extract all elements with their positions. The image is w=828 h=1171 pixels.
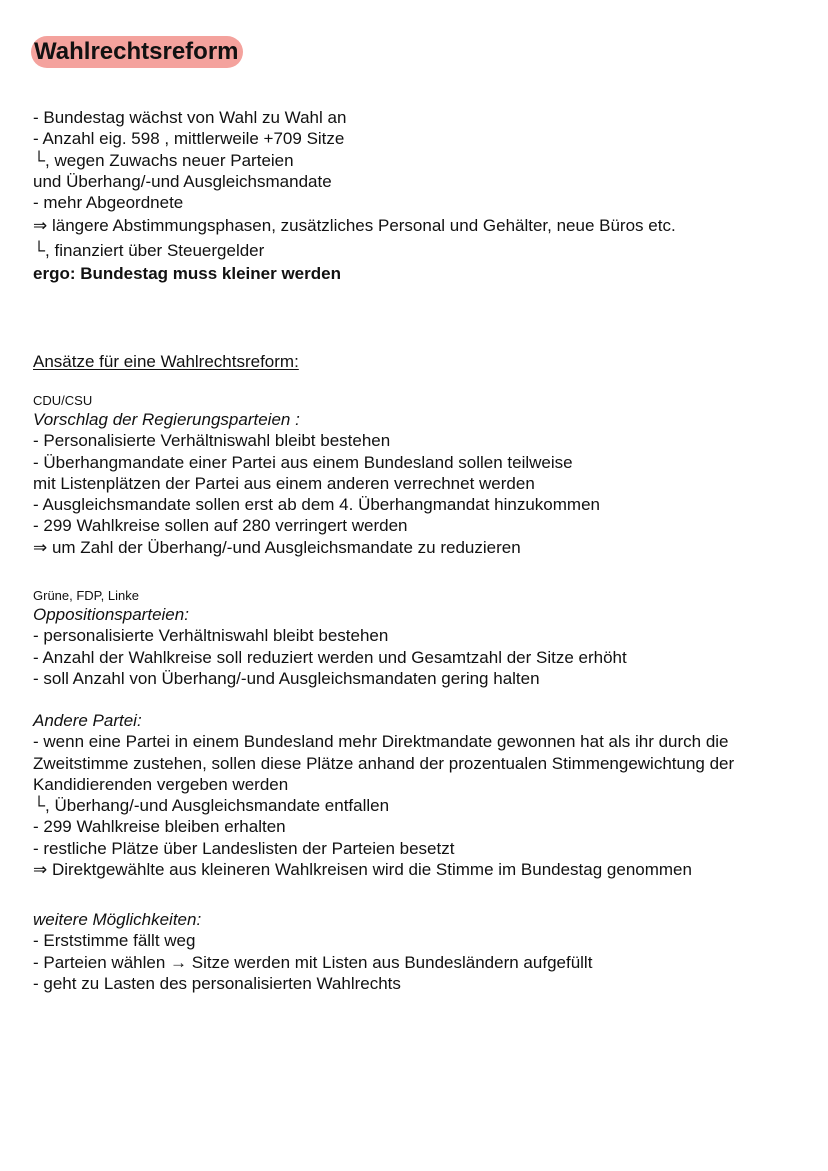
cdu-line: - Personalisierte Verhältniswahl bleibt bestehen xyxy=(33,431,391,451)
cdu-line: - Überhangmandate einer Partei aus einem Bundesland sollen teilweise xyxy=(33,452,573,472)
intro-line: - Anzahl eig. 598 , mittlerweile +709 Sitze xyxy=(33,129,345,149)
approaches-heading-block xyxy=(33,351,813,372)
intro-line: └, finanziert über Steuergelder xyxy=(33,241,265,261)
section-heading: Oppositionsparteien: xyxy=(33,605,189,624)
opposition-line: - soll Anzahl von Überhang/-und Ausgleichsmandaten gering halten xyxy=(33,668,540,688)
intro-conclusion: ergo: Bundestag muss kleiner werden xyxy=(33,264,341,284)
other-line: - 299 Wahlkreise bleiben erhalten xyxy=(33,817,286,837)
intro-line: └, wegen Zuwachs neuer Parteien xyxy=(33,150,294,170)
intro-section xyxy=(33,107,813,285)
intro-line: ⇒ längere Abstimmungsphasen, zusätzliches Personal und Gehälter, neue Büros etc. xyxy=(33,216,676,236)
cdu-line: - Ausgleichsmandate sollen erst ab dem 4. Überhangmandat hinzukommen xyxy=(33,495,600,515)
further-options-section xyxy=(33,909,813,994)
other-line: └, Überhang/-und Ausgleichsmandate entfallen xyxy=(33,796,390,816)
party-label: Grüne, FDP, Linke xyxy=(33,588,139,603)
further-line: - Erststimme fällt weg xyxy=(33,931,196,951)
other-line: - wenn eine Partei in einem Bundesland mehr Direktmandate gewonnen hat als ihr durch die xyxy=(33,732,729,752)
section-heading: Andere Partei: xyxy=(33,711,142,730)
further-line: - Parteien wählen → Sitze werden mit Listen aus Bundesländern aufgefüllt xyxy=(33,952,593,972)
intro-line: - Bundestag wächst von Wahl zu Wahl an xyxy=(33,108,347,127)
cdu-line: - 299 Wahlkreise sollen auf 280 verringert werden xyxy=(33,516,408,536)
other-line: ⇒ Direktgewählte aus kleineren Wahlkreisen wird die Stimme im Bundestag genommen xyxy=(33,860,692,880)
section-heading: weitere Möglichkeiten: xyxy=(33,910,202,929)
cdu-section xyxy=(33,393,813,558)
other-line: Zweitstimme zustehen, sollen diese Plätze anhand der prozentualen Stimmengewichtung der xyxy=(33,753,735,773)
cdu-line: mit Listenplätzen der Partei aus einem anderen verrechnet werden xyxy=(33,473,535,493)
intro-line: und Überhang/-und Ausgleichsmandate xyxy=(33,171,332,191)
other-party-section xyxy=(33,710,813,880)
page-title: Wahlrechtsreform xyxy=(31,36,243,68)
other-line: - restliche Plätze über Landeslisten der Parteien besetzt xyxy=(33,838,455,858)
cdu-line: ⇒ um Zahl der Überhang/-und Ausgleichsmandate zu reduzieren xyxy=(33,537,521,557)
party-label: CDU/CSU xyxy=(33,393,93,408)
opposition-line: - personalisierte Verhältniswahl bleibt bestehen xyxy=(33,626,389,646)
opposition-section xyxy=(33,588,813,689)
other-line: Kandidierenden vergeben werden xyxy=(33,774,289,794)
section-heading: Vorschlag der Regierungsparteien : xyxy=(33,410,300,429)
opposition-line: - Anzahl der Wahlkreise soll reduziert werden und Gesamtzahl der Sitze erhöht xyxy=(33,647,627,667)
intro-line: - mehr Abgeordnete xyxy=(33,193,184,213)
approaches-heading: Ansätze für eine Wahlrechtsreform: xyxy=(33,352,299,371)
further-line: - geht zu Lasten des personalisierten Wahlrechts xyxy=(33,973,401,993)
